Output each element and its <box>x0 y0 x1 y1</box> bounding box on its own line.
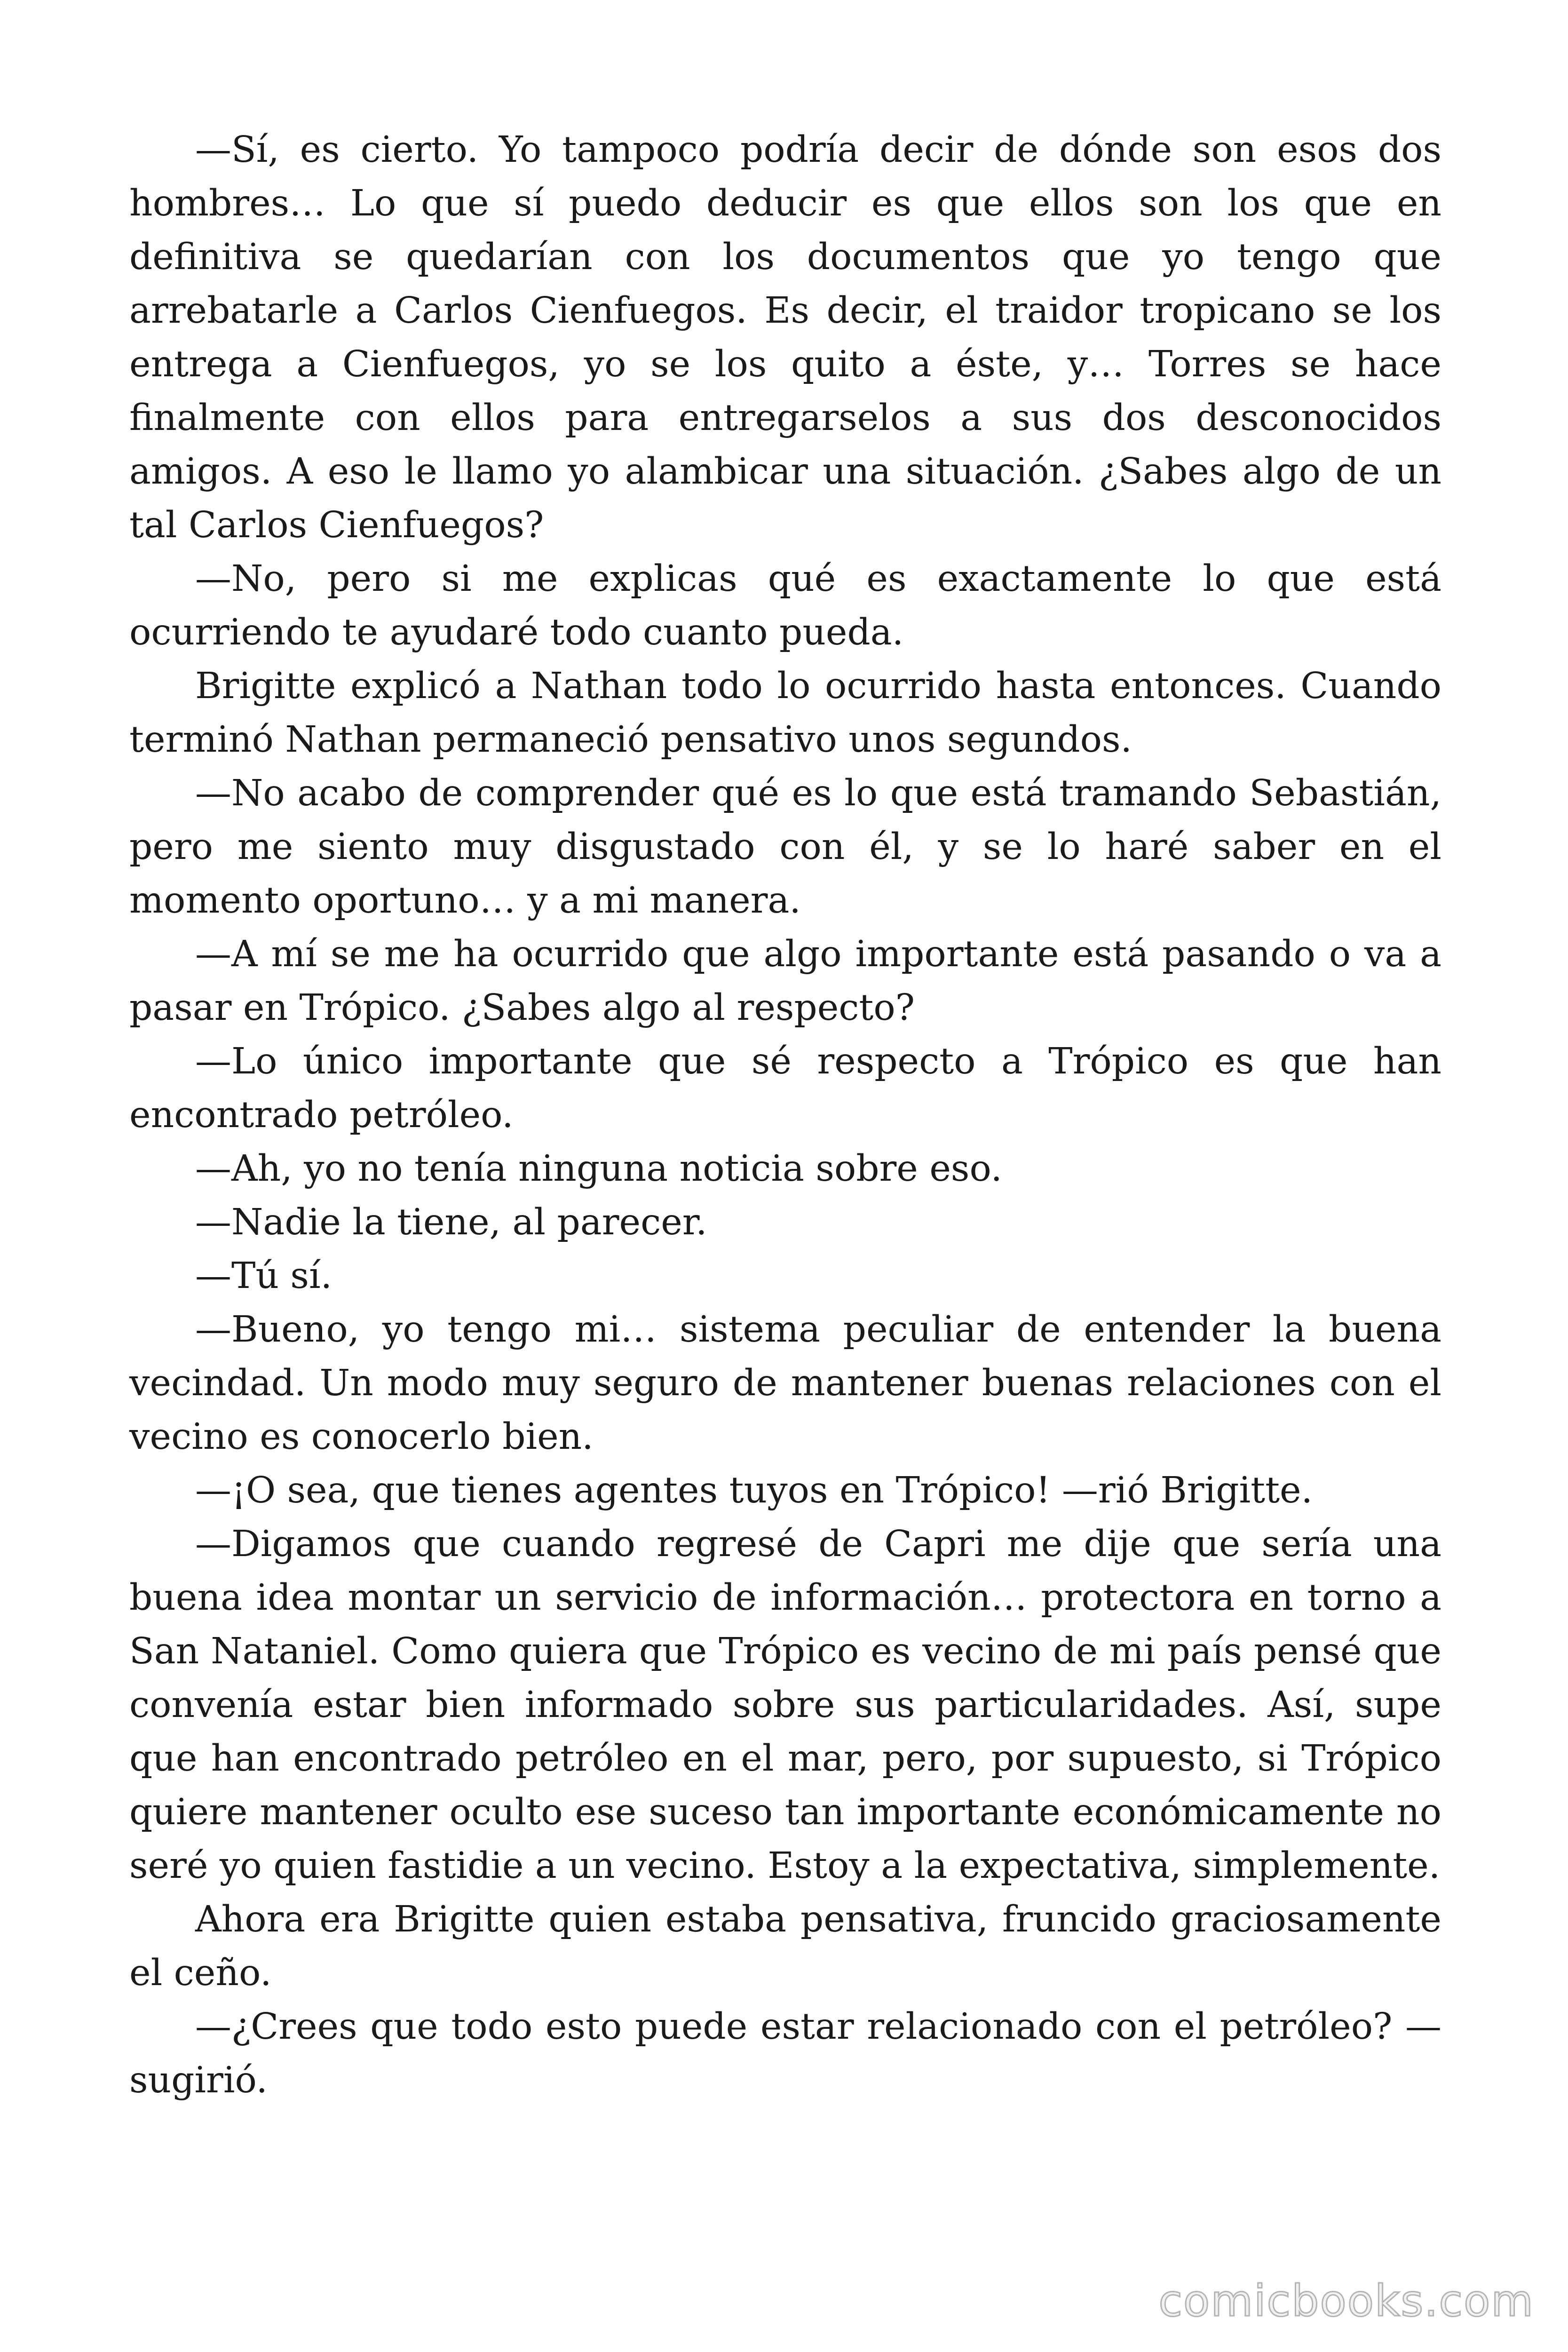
paragraph: —Tú sí. <box>195 1255 333 1297</box>
paragraph: —Digamos que cuando regresé de Capri me dije que sería una buena idea montar un servicio de información… protectora en torno a San Nataniel. Como quiera que Trópico es vecino de mi país pensé que convenía estar bien informado sobre sus particularidades. Así, supe que han encontrado petróleo en el mar, pero, por supuesto, si Trópico quiere mantener oculto ese suceso tan importante económicamente no seré yo quien fastidie a un vecino. Estoy a la expectativa, simplemente. <box>129 1523 1441 1887</box>
paragraph: —Nadie la tiene, al parecer. <box>195 1201 707 1243</box>
body-text <box>129 123 1441 2107</box>
paragraph: Brigitte explicó a Nathan todo lo ocurrido hasta entonces. Cuando terminó Nathan permaneció pensativo unos segundos. <box>129 665 1441 761</box>
paragraph: —Ah, yo no tenía ninguna noticia sobre eso. <box>195 1148 1002 1190</box>
watermark: comicbooks.com <box>1158 2276 1534 2326</box>
paragraph: —Bueno, yo tengo mi… sistema peculiar de entender la buena vecindad. Un modo muy seguro de mantener buenas relaciones con el vecino es conocerlo bien. <box>129 1309 1441 1458</box>
paragraph: —Sí, es cierto. Yo tampoco podría decir de dónde son esos dos hombres… Lo que sí puedo deducir es que ellos son los que en definitiva se quedarían con los documentos que yo tengo que arrebatarle a Carlos Cienfuegos. Es decir, el traidor tropicano se los entrega a Cienfuegos, yo se los quito a éste, y… Torres se hace finalmente con ellos para entregarselos a sus dos desconocidos amigos. A eso le llamo yo alambicar una situación. ¿Sabes algo de un tal Carlos Cienfuegos? <box>129 129 1441 546</box>
paragraph: —No acabo de comprender qué es lo que está tramando Sebastián, pero me siento muy disgustado con él, y se lo haré saber en el momento oportuno… y a mi manera. <box>129 772 1441 922</box>
paragraph: Ahora era Brigitte quien estaba pensativa, fruncido graciosamente el ceño. <box>129 1899 1441 1994</box>
paragraph: —No, pero si me explicas qué es exactamente lo que está ocurriendo te ayudaré todo cuanto pueda. <box>129 558 1441 653</box>
paragraph: —¿Crees que todo esto puede estar relacionado con el petróleo? —sugirió. <box>129 2006 1441 2101</box>
paragraph: —Lo único importante que sé respecto a Trópico es que han encontrado petróleo. <box>129 1041 1441 1136</box>
paragraph: —A mí se me ha ocurrido que algo importante está pasando o va a pasar en Trópico. ¿Sabes algo al respecto? <box>129 933 1441 1029</box>
paragraph: —¡O sea, que tienes agentes tuyos en Trópico! —rió Brigitte. <box>195 1470 1313 1511</box>
